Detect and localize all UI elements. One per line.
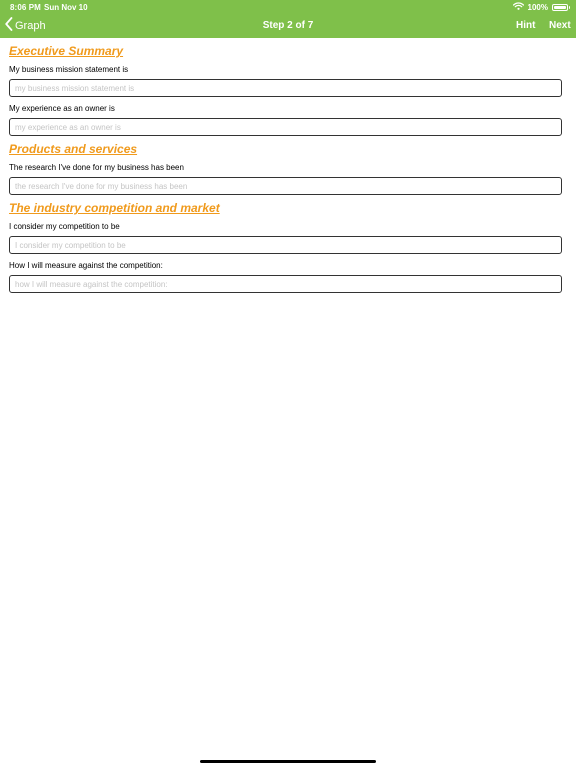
- field-label-competition: I consider my competition to be: [9, 222, 120, 231]
- navigation-bar: [0, 0, 576, 38]
- business-research-input[interactable]: [9, 177, 562, 195]
- form-content: [9, 38, 563, 293]
- competition-measure-input[interactable]: [9, 275, 562, 293]
- battery-icon: [552, 4, 568, 11]
- battery-tip: [569, 6, 571, 9]
- competition-input[interactable]: [9, 236, 562, 254]
- wifi-icon: [513, 2, 524, 12]
- battery-level: [554, 6, 566, 9]
- next-button[interactable]: Next: [549, 20, 571, 31]
- battery-percent: 100%: [527, 2, 548, 12]
- back-button-label: Graph: [15, 20, 46, 32]
- field-label-mission-statement: My business mission statement is: [9, 65, 129, 74]
- hint-button[interactable]: Hint: [516, 20, 536, 31]
- page-title: Step 2 of 7: [262, 20, 314, 31]
- home-indicator[interactable]: [200, 760, 376, 763]
- status-time: 8:06 PM: [10, 3, 41, 12]
- section-heading-industry-competition: The industry competition and market: [9, 201, 220, 215]
- status-date: Sun Nov 10: [44, 3, 88, 12]
- owner-experience-input[interactable]: [9, 118, 562, 136]
- mission-statement-input[interactable]: [9, 79, 562, 97]
- section-heading-products-services: Products and services: [9, 142, 138, 156]
- status-indicators: [513, 2, 568, 12]
- field-label-competition-measure: How I will measure against the competition:: [9, 261, 163, 270]
- field-label-owner-experience: My experience as an owner is: [9, 104, 115, 113]
- field-label-business-research: The research I've done for my business has been: [9, 163, 184, 172]
- section-heading-executive-summary: Executive Summary: [9, 44, 124, 58]
